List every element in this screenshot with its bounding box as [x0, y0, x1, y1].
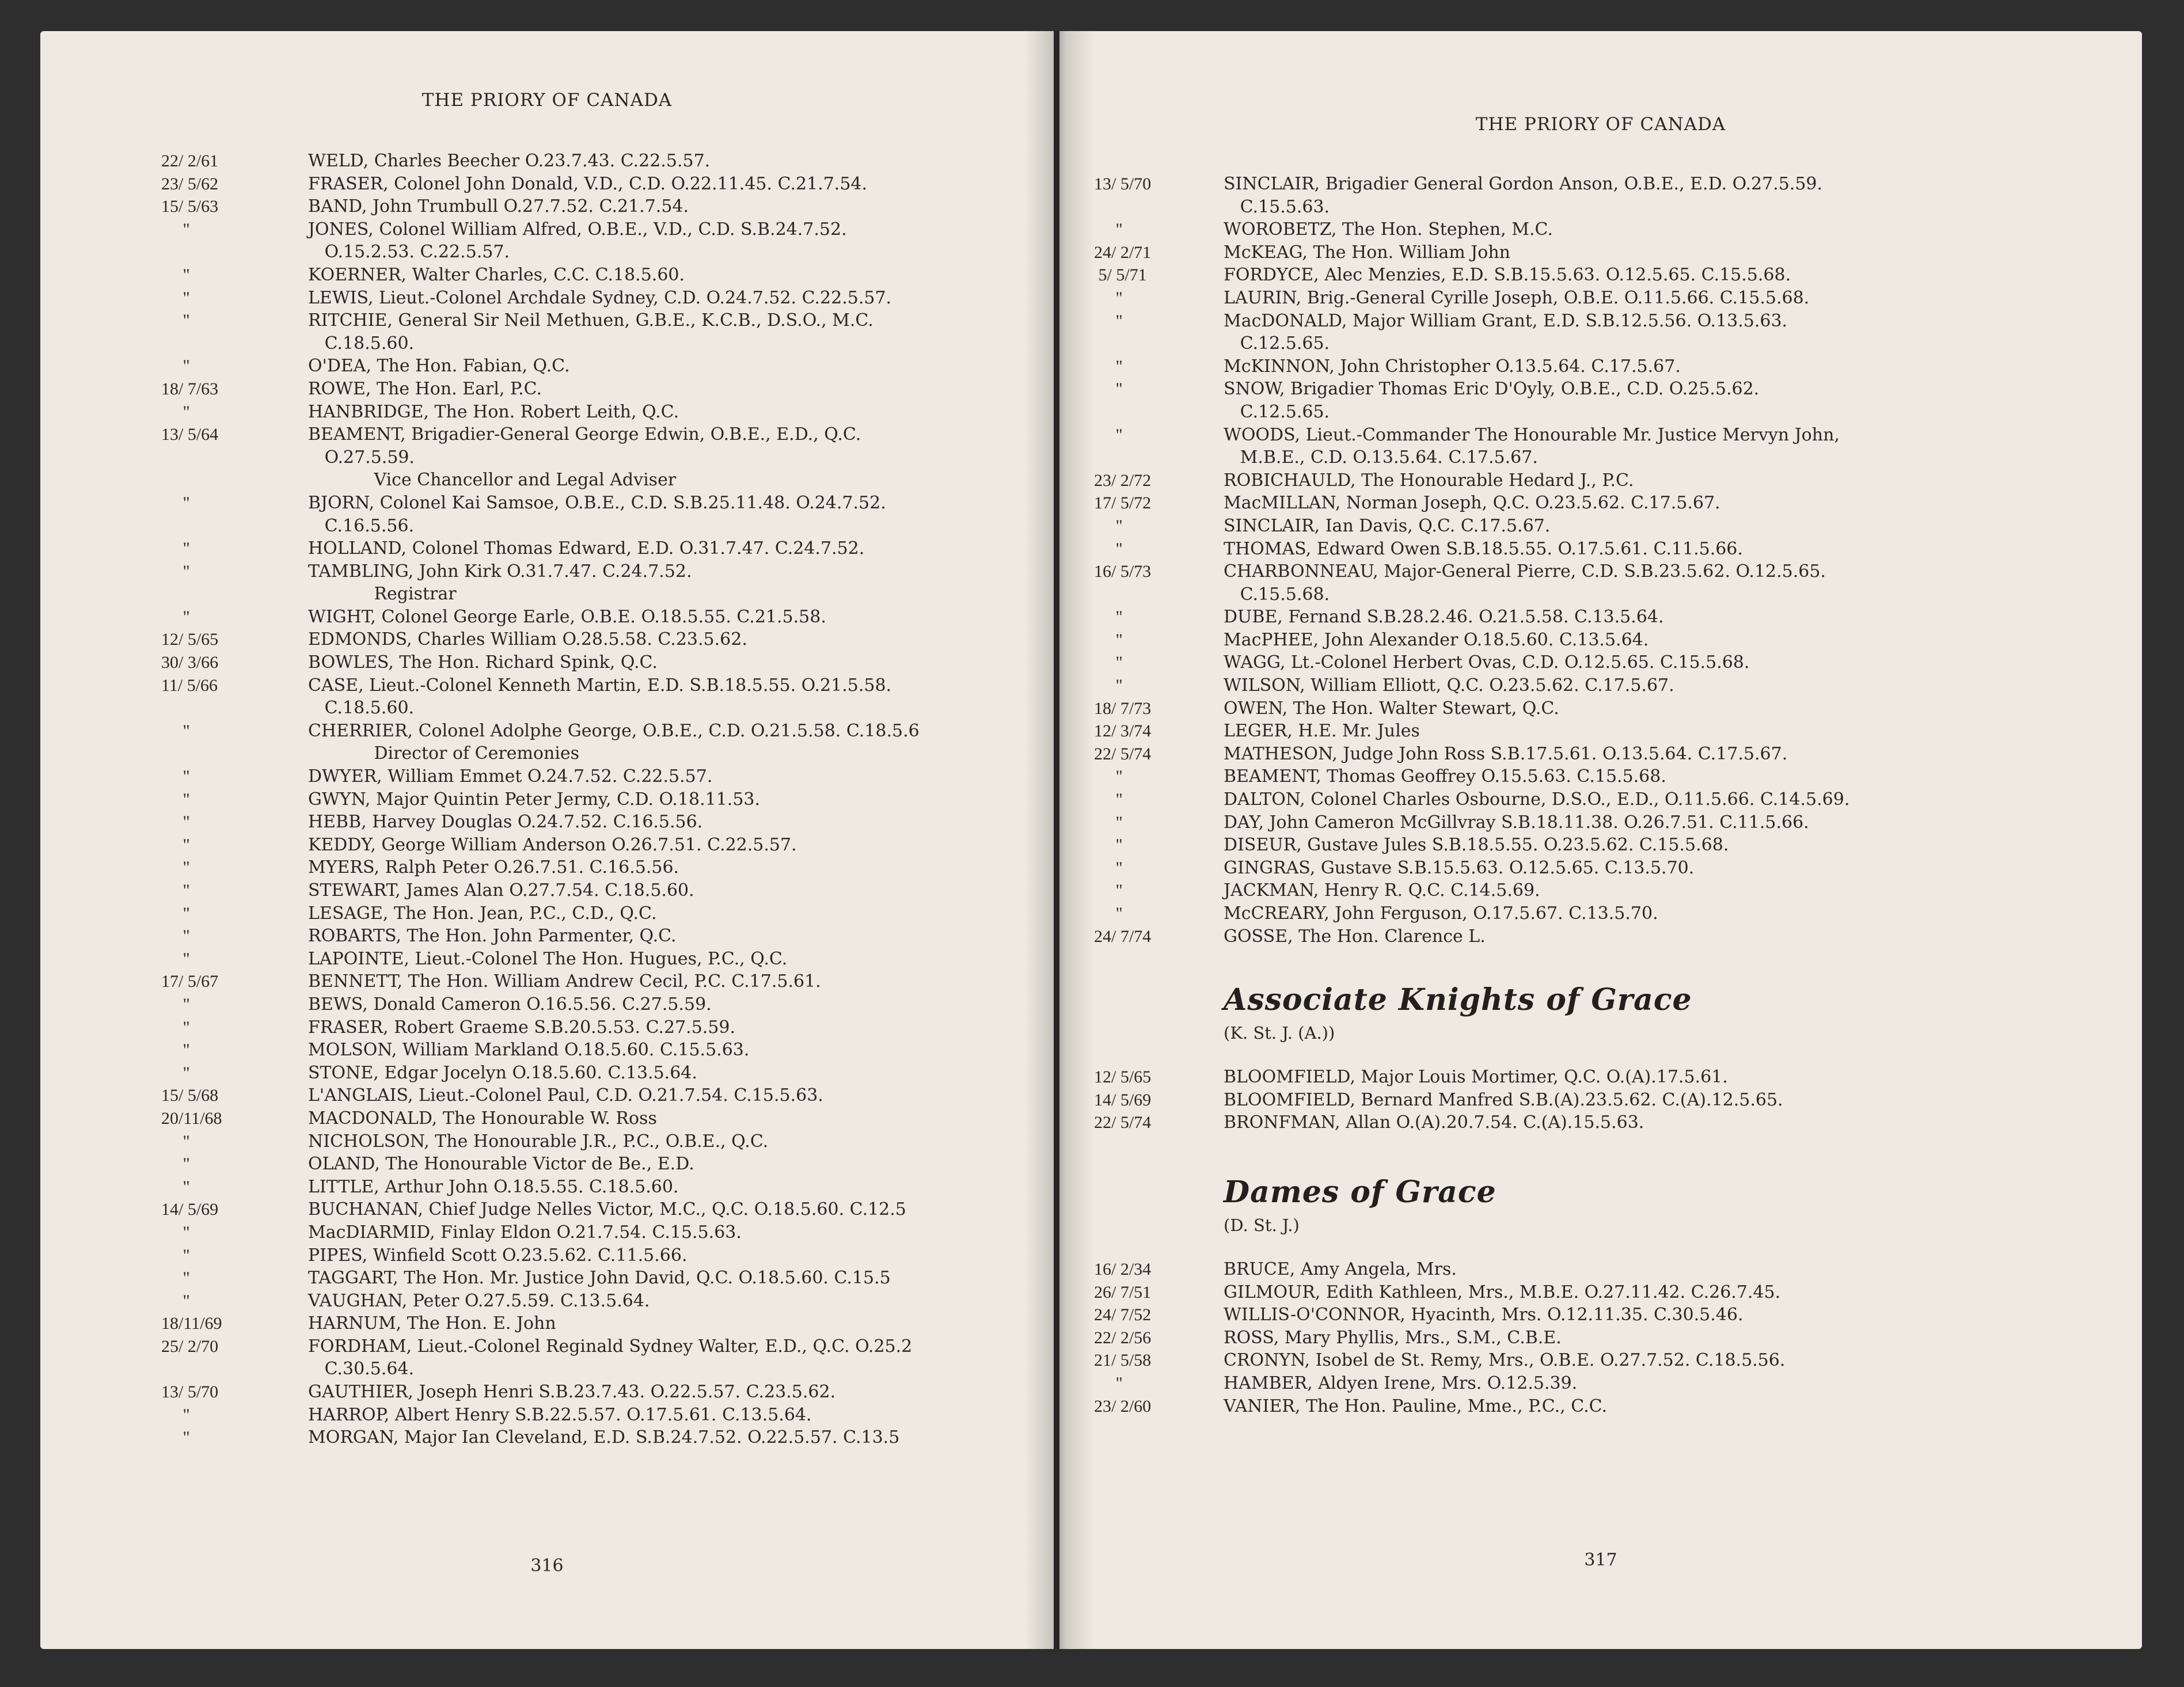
- investiture-date: 15/ 5/63: [161, 197, 219, 216]
- investiture-date: ": [161, 1177, 190, 1196]
- roll-entry: [1094, 629, 2130, 652]
- section-heading: Dames of Grace: [1224, 1174, 1496, 1210]
- investiture-date: ": [161, 994, 190, 1014]
- investiture-date: ": [161, 1405, 190, 1424]
- member-record: MYERS, Ralph Peter O.26.7.51. C.16.5.56.: [308, 857, 679, 878]
- investiture-date: ": [161, 721, 190, 740]
- roll-entry: [161, 1153, 1048, 1176]
- roll-entry: [161, 811, 1048, 834]
- roll-entry: [1094, 834, 2130, 857]
- member-record: MacDONALD, Major William Grant, E.D. S.B.12.5.56. O.13.5.63. C.12.5.65.: [1224, 310, 1788, 354]
- roll-entry: [161, 150, 1048, 173]
- investiture-date: ": [1094, 288, 1123, 307]
- roll-entry: [1094, 1304, 2130, 1327]
- roll-entry: [161, 925, 1048, 948]
- member-record: MACDONALD, The Honourable W. Ross: [308, 1108, 657, 1129]
- roll-entry: [161, 970, 1048, 993]
- member-record: BJORN, Colonel Kai Samsoe, O.B.E., C.D. S.B.25.11.48. O.24.7.52. C.16.5.56.: [308, 492, 886, 536]
- investiture-date: 25/ 2/70: [161, 1336, 219, 1356]
- member-record: MacDIARMID, Finlay Eldon O.21.7.54. C.15.5.63.: [308, 1222, 742, 1243]
- roll-entry: [1094, 173, 2130, 218]
- officer-entries: [1094, 173, 2130, 948]
- investiture-date: 17/ 5/67: [161, 972, 219, 991]
- investiture-date: 30/ 3/66: [161, 653, 219, 672]
- member-record: FRASER, Robert Graeme S.B.20.5.53. C.27.5.59.: [308, 1017, 736, 1038]
- roll-entry: [1094, 1258, 2130, 1281]
- member-record: WAGG, Lt.-Colonel Herbert Ovas, C.D. O.12.5.65. C.15.5.68.: [1224, 652, 1750, 673]
- member-record: THOMAS, Edward Owen S.B.18.5.55. O.17.5.61. C.11.5.66.: [1224, 538, 1743, 559]
- member-record: JONES, Colonel William Alfred, O.B.E., V.D., C.D. S.B.24.7.52. O.15.2.53. C.22.5.57.: [308, 219, 847, 263]
- member-record: SINCLAIR, Brigadier General Gordon Anson, O.B.E., E.D. O.27.5.59. C.15.5.63.: [1224, 174, 1823, 217]
- investiture-date: 16/ 2/34: [1094, 1259, 1152, 1279]
- investiture-date: ": [161, 835, 190, 854]
- member-record: PIPES, Winfield Scott O.23.5.62. C.11.5.66.: [308, 1245, 688, 1266]
- roll-entry: [161, 492, 1048, 537]
- roll-entries: [161, 150, 1048, 1449]
- left-page: [40, 31, 1054, 1649]
- investiture-date: ": [1094, 858, 1123, 877]
- roll-entry: [1094, 720, 2130, 743]
- investiture-date: ": [161, 493, 190, 512]
- investiture-date: ": [161, 812, 190, 832]
- section-heading: Associate Knights of Grace: [1224, 982, 1692, 1018]
- roll-entry: [1094, 310, 2130, 355]
- member-record: McKEAG, The Hon. William John: [1224, 242, 1510, 263]
- roll-entry: [1094, 788, 2130, 811]
- member-record: KEDDY, George William Anderson O.26.7.51. C.22.5.57.: [308, 834, 797, 855]
- member-record: BEAMENT, Thomas Geoffrey O.15.5.63. C.15.5.68.: [1224, 766, 1666, 787]
- roll-entry: [1094, 1066, 2130, 1089]
- investiture-date: 13/ 5/70: [161, 1382, 219, 1402]
- roll-entry: [161, 1335, 1048, 1381]
- member-record: McCREARY, John Ferguson, O.17.5.67. C.13.5.70.: [1224, 903, 1658, 924]
- roll-entry: [1094, 378, 2130, 423]
- investiture-date: ": [161, 219, 190, 239]
- roll-entry: [161, 1016, 1048, 1039]
- member-record: DWYER, William Emmet O.24.7.52. C.22.5.57.: [308, 766, 713, 787]
- investiture-date: 18/ 7/73: [1094, 698, 1152, 718]
- investiture-date: 22/ 2/61: [161, 151, 219, 170]
- roll-entry: [1094, 697, 2130, 720]
- investiture-date: 24/ 2/71: [1094, 242, 1152, 262]
- roll-entry: [161, 1107, 1048, 1130]
- section-subheading: (K. St. J. (A.)): [1224, 1023, 1335, 1043]
- investiture-date: 22/ 5/74: [1094, 1113, 1152, 1133]
- investiture-date: 14/ 5/69: [161, 1200, 219, 1219]
- roll-entry: [1094, 469, 2130, 492]
- member-record: TAGGART, The Hon. Mr. Justice John David, Q.C. O.18.5.60. C.15.5: [308, 1268, 891, 1289]
- member-record: OWEN, The Hon. Walter Stewart, Q.C.: [1224, 698, 1559, 719]
- roll-entry: [161, 1221, 1048, 1244]
- investiture-date: 22/ 2/56: [1094, 1328, 1152, 1347]
- roll-entry: [161, 993, 1048, 1016]
- roll-entry: [161, 674, 1048, 720]
- investiture-date: ": [161, 1291, 190, 1310]
- roll-entry: [1094, 902, 2130, 925]
- member-record: DAY, John Cameron McGillvray S.B.18.11.38. O.26.7.51. C.11.5.66.: [1224, 812, 1809, 833]
- member-record: MATHESON, Judge John Ross S.B.17.5.61. O.13.5.64. C.17.5.67.: [1224, 743, 1788, 764]
- associate-knights-list: [1094, 1066, 2130, 1134]
- roll-entry: [1094, 424, 2130, 469]
- investiture-date: ": [1094, 607, 1123, 627]
- roll-entry: [161, 1426, 1048, 1449]
- member-record: CHERRIER, Colonel Adolphe George, O.B.E., C.D. O.21.5.58. C.18.5.6 Director of Ceremonies: [308, 720, 920, 764]
- roll-entry: [1094, 811, 2130, 834]
- roll-entry: [161, 560, 1048, 606]
- member-record: MORGAN, Major Ian Cleveland, E.D. S.B.24.7.52. O.22.5.57. C.13.5: [308, 1427, 900, 1448]
- roll-entry: [1094, 241, 2130, 264]
- roll-entry: [161, 1062, 1048, 1085]
- roll-entry: [161, 1404, 1048, 1427]
- investiture-date: ": [161, 858, 190, 877]
- investiture-date: ": [161, 1063, 190, 1082]
- member-record: BEWS, Donald Cameron O.16.5.56. C.27.5.59.: [308, 994, 712, 1015]
- roll-entry: [161, 401, 1048, 424]
- member-record: HARROP, Albert Henry S.B.22.5.57. O.17.5.61. C.13.5.64.: [308, 1404, 812, 1425]
- member-record: LESAGE, The Hon. Jean, P.C., C.D., Q.C.: [308, 903, 657, 924]
- member-record: MacPHEE, John Alexander O.18.5.60. C.13.5.64.: [1224, 629, 1649, 650]
- investiture-date: 12/ 5/65: [161, 630, 219, 649]
- investiture-date: 26/ 7/51: [1094, 1282, 1152, 1302]
- roll-entry: [161, 1244, 1048, 1267]
- member-record: BAND, John Trumbull O.27.7.52. C.21.7.54.: [308, 196, 689, 217]
- member-record: GINGRAS, Gustave S.B.15.5.63. O.12.5.65. C.13.5.70.: [1224, 857, 1695, 878]
- investiture-date: 5/ 5/71: [1094, 265, 1147, 285]
- roll-entry: [1094, 606, 2130, 629]
- dames-list: [1094, 1258, 2130, 1418]
- investiture-date: ": [161, 903, 190, 923]
- investiture-date: 16/ 5/73: [1094, 562, 1152, 582]
- member-record: HANBRIDGE, The Hon. Robert Leith, Q.C.: [308, 401, 679, 422]
- member-record: ROSS, Mary Phyllis, Mrs., S.M., C.B.E.: [1224, 1327, 1562, 1348]
- member-record: WILSON, William Elliott, Q.C. O.23.5.62. C.17.5.67.: [1224, 675, 1674, 696]
- member-record: CRONYN, Isobel de St. Remy, Mrs., O.B.E. O.27.7.52. C.18.5.56.: [1224, 1350, 1786, 1371]
- member-record: KOERNER, Walter Charles, C.C. C.18.5.60.: [308, 264, 685, 285]
- associate-knights-section: [1094, 982, 2130, 1134]
- investiture-date: ": [161, 561, 190, 581]
- roll-entry: [161, 651, 1048, 674]
- member-record: MacMILLAN, Norman Joseph, Q.C. O.23.5.62. C.17.5.67.: [1224, 493, 1720, 514]
- member-record: TAMBLING, John Kirk O.31.7.47. C.24.7.52. Registrar: [308, 561, 692, 605]
- investiture-date: 24/ 7/74: [1094, 926, 1152, 946]
- roll-entry: [1094, 515, 2130, 538]
- investiture-date: ": [1094, 653, 1123, 672]
- member-record: DUBE, Fernand S.B.28.2.46. O.21.5.58. C.13.5.64.: [1224, 607, 1664, 628]
- dames-section: [1094, 1175, 2130, 1418]
- roll-entry: [161, 1039, 1048, 1062]
- roll-entry: [161, 1381, 1048, 1404]
- investiture-date: ": [1094, 516, 1123, 535]
- roll-entry: [1094, 1281, 2130, 1304]
- investiture-date: 20/11/68: [161, 1108, 222, 1128]
- roll-entry: [161, 1130, 1048, 1153]
- investiture-date: ": [161, 789, 190, 809]
- member-record: L'ANGLAIS, Lieut.-Colonel Paul, C.D. O.21.7.54. C.15.5.63.: [308, 1085, 823, 1106]
- investiture-date: 24/ 7/52: [1094, 1305, 1152, 1325]
- roll-entry: [1094, 765, 2130, 788]
- member-record: HOLLAND, Colonel Thomas Edward, E.D. O.31.7.47. C.24.7.52.: [308, 538, 865, 559]
- page-number: 317: [1584, 1550, 1617, 1570]
- roll-entry: [161, 720, 1048, 765]
- member-record: WOROBETZ, The Hon. Stephen, M.C.: [1224, 219, 1553, 240]
- running-head: THE PRIORY OF CANADA: [421, 90, 673, 111]
- investiture-date: ": [1094, 812, 1123, 832]
- member-record: RITCHIE, General Sir Neil Methuen, G.B.E., K.C.B., D.S.O., M.C. C.18.5.60.: [308, 310, 873, 354]
- member-record: BRUCE, Amy Angela, Mrs.: [1224, 1259, 1457, 1279]
- member-record: McKINNON, John Christopher O.13.5.64. C.17.5.67.: [1224, 356, 1681, 377]
- member-record: SNOW, Brigadier Thomas Eric D'Oyly, O.B.E., C.D. O.25.5.62. C.12.5.65.: [1224, 379, 1760, 422]
- member-record: BUCHANAN, Chief Judge Nelles Victor, M.C., Q.C. O.18.5.60. C.12.5: [308, 1199, 906, 1220]
- member-record: O'DEA, The Hon. Fabian, Q.C.: [308, 356, 570, 377]
- member-record: BEAMENT, Brigadier-General George Edwin, O.B.E., E.D., Q.C. O.27.5.59. Vice Chancellor and Legal Adviser: [308, 424, 861, 491]
- investiture-date: 23/ 2/60: [1094, 1396, 1152, 1416]
- member-record: DALTON, Colonel Charles Osbourne, D.S.O., E.D., O.11.5.66. C.14.5.69.: [1224, 789, 1850, 810]
- roll-entry: [161, 948, 1048, 971]
- investiture-date: ": [161, 1131, 190, 1151]
- investiture-date: ": [161, 356, 190, 376]
- member-record: GILMOUR, Edith Kathleen, Mrs., M.B.E. O.27.11.42. C.26.7.45.: [1224, 1282, 1781, 1302]
- investiture-date: 23/ 5/62: [161, 174, 219, 193]
- roll-entry: [1094, 218, 2130, 241]
- investiture-date: 23/ 2/72: [1094, 470, 1152, 490]
- member-record: WILLIS-O'CONNOR, Hyacinth, Mrs. O.12.11.35. C.30.5.46.: [1224, 1305, 1744, 1325]
- investiture-date: ": [1094, 881, 1123, 901]
- roll-entry: [1094, 1089, 2130, 1112]
- roll-entry: [1094, 925, 2130, 948]
- investiture-date: 13/ 5/70: [1094, 174, 1152, 193]
- member-record: GWYN, Major Quintin Peter Jermy, C.D. O.18.11.53.: [308, 789, 761, 810]
- roll-entry: [1094, 1349, 2130, 1372]
- roll-entry: [161, 537, 1048, 560]
- member-record: GOSSE, The Hon. Clarence L.: [1224, 926, 1486, 947]
- member-record: VAUGHAN, Peter O.27.5.59. C.13.5.64.: [308, 1290, 650, 1311]
- investiture-date: ": [1094, 767, 1123, 786]
- roll-entry: [1094, 1395, 2130, 1418]
- member-record: LAPOINTE, Lieut.-Colonel The Hon. Hugues, P.C., Q.C.: [308, 948, 788, 969]
- roll-entry: [161, 856, 1048, 879]
- investiture-date: ": [1094, 539, 1123, 558]
- member-record: VANIER, The Hon. Pauline, Mme., P.C., C.C.: [1224, 1396, 1608, 1416]
- roll-entry: [161, 879, 1048, 902]
- page-number: 316: [530, 1556, 564, 1576]
- roll-entry: [161, 173, 1048, 196]
- roll-entry: [1094, 651, 2130, 674]
- roll-entry: [1094, 1372, 2130, 1395]
- investiture-date: ": [1094, 1373, 1123, 1393]
- member-record: ROWE, The Hon. Earl, P.C.: [308, 378, 542, 399]
- member-record: WOODS, Lieut.-Commander The Honourable Mr. Justice Mervyn John, M.B.E., C.D. O.13.5.64. C.17.5.67.: [1224, 424, 1840, 468]
- member-record: LEGER, H.E. Mr. Jules: [1224, 721, 1420, 742]
- member-record: ROBICHAULD, The Honourable Hedard J., P.C.: [1224, 470, 1634, 491]
- roll-entry: [1094, 264, 2130, 287]
- roll-entry: [161, 765, 1048, 788]
- investiture-date: ": [161, 311, 190, 330]
- roll-entry: [1094, 287, 2130, 310]
- investiture-date: ": [161, 1268, 190, 1288]
- roll-entry: [161, 606, 1048, 629]
- roll-entry: [1094, 355, 2130, 378]
- investiture-date: 22/ 5/74: [1094, 744, 1152, 763]
- investiture-date: ": [1094, 379, 1123, 399]
- roll-entry: [161, 1176, 1048, 1199]
- member-record: JACKMAN, Henry R. Q.C. C.14.5.69.: [1224, 880, 1540, 901]
- investiture-date: 12/ 5/65: [1094, 1067, 1152, 1087]
- roll-entry: [1094, 674, 2130, 697]
- roll-entry: [161, 1290, 1048, 1313]
- roll-entry: [161, 287, 1048, 310]
- roll-entry: [1094, 857, 2130, 880]
- roll-entry: [161, 1084, 1048, 1107]
- member-record: STEWART, James Alan O.27.7.54. C.18.5.60.: [308, 880, 694, 901]
- investiture-date: ": [1094, 790, 1123, 810]
- member-record: SINCLAIR, Ian Davis, Q.C. C.17.5.67.: [1224, 515, 1551, 536]
- member-record: FRASER, Colonel John Donald, V.D., C.D. O.22.11.45. C.21.7.54.: [308, 173, 868, 194]
- member-record: NICHOLSON, The Honourable J.R., P.C., O.B.E., Q.C.: [308, 1131, 769, 1152]
- investiture-date: ": [1094, 630, 1123, 649]
- roll-entry: [161, 1312, 1048, 1335]
- section-subheading: (D. St. J.): [1224, 1215, 1300, 1235]
- investiture-date: ": [161, 881, 190, 900]
- member-record: WIGHT, Colonel George Earle, O.B.E. O.18.5.55. C.21.5.58.: [308, 606, 826, 627]
- investiture-date: ": [1094, 835, 1123, 855]
- running-head: THE PRIORY OF CANADA: [1475, 114, 1726, 135]
- investiture-date: ": [1094, 356, 1123, 376]
- roll-entry: [161, 309, 1048, 355]
- roll-entry: [1094, 538, 2130, 561]
- roll-entry: [1094, 743, 2130, 766]
- investiture-date: 14/ 5/69: [1094, 1090, 1152, 1110]
- member-record: WELD, Charles Beecher O.23.7.43. C.22.5.57.: [308, 151, 711, 171]
- member-record: DISEUR, Gustave Jules S.B.18.5.55. O.23.5.62. C.15.5.68.: [1224, 835, 1729, 856]
- investiture-date: ": [161, 402, 190, 421]
- investiture-date: ": [161, 1428, 190, 1447]
- investiture-date: ": [161, 1222, 190, 1242]
- member-record: LEWIS, Lieut.-Colonel Archdale Sydney, C.D. O.24.7.52. C.22.5.57.: [308, 287, 892, 308]
- roll-entry: [161, 264, 1048, 287]
- investiture-date: 11/ 5/66: [161, 675, 218, 695]
- roll-entry: [161, 355, 1048, 378]
- member-record: FORDHAM, Lieut.-Colonel Reginald Sydney Walter, E.D., Q.C. O.25.2 C.30.5.64.: [308, 1336, 913, 1380]
- member-record: BLOOMFIELD, Bernard Manfred S.B.(A).23.5.62. C.(A).12.5.65.: [1224, 1089, 1783, 1110]
- investiture-date: 15/ 5/68: [161, 1086, 219, 1105]
- investiture-date: ": [1094, 904, 1123, 923]
- roll-entry: [161, 423, 1048, 492]
- roll-entry: [161, 902, 1048, 925]
- roll-entry: [1094, 560, 2130, 606]
- roll-entry: [161, 1198, 1048, 1221]
- roll-entry: [161, 218, 1048, 264]
- investiture-date: ": [1094, 425, 1123, 444]
- investiture-date: ": [161, 1017, 190, 1037]
- roll-entry: [1094, 1327, 2130, 1350]
- member-record: LITTLE, Arthur John O.18.5.55. C.18.5.60.: [308, 1176, 679, 1197]
- investiture-date: 21/ 5/58: [1094, 1351, 1152, 1370]
- investiture-date: ": [161, 265, 190, 284]
- roll-entry: [1094, 492, 2130, 515]
- member-record: MOLSON, William Markland O.18.5.60. C.15.5.63.: [308, 1040, 750, 1061]
- roll-entry: [161, 378, 1048, 401]
- investiture-date: ": [161, 926, 190, 946]
- investiture-date: 12/ 3/74: [1094, 721, 1152, 741]
- investiture-date: ": [1094, 676, 1123, 696]
- investiture-date: ": [1094, 220, 1123, 240]
- roll-entry: [161, 788, 1048, 811]
- member-record: HEBB, Harvey Douglas O.24.7.52. C.16.5.56.: [308, 812, 703, 833]
- roll-entry: [1094, 1111, 2130, 1134]
- right-page: [1059, 31, 2142, 1649]
- investiture-date: 13/ 5/64: [161, 425, 219, 444]
- roll-entry: [161, 195, 1048, 218]
- roll-entries: [1094, 173, 2130, 1418]
- roll-entry: [161, 1267, 1048, 1290]
- investiture-date: 18/11/69: [161, 1314, 222, 1333]
- investiture-date: ": [161, 288, 190, 307]
- investiture-date: ": [1094, 311, 1123, 330]
- member-record: BOWLES, The Hon. Richard Spink, Q.C.: [308, 652, 658, 673]
- member-record: BENNETT, The Hon. William Andrew Cecil, P.C. C.17.5.61.: [308, 971, 821, 992]
- member-record: CASE, Lieut.-Colonel Kenneth Martin, E.D. S.B.18.5.55. O.21.5.58. C.18.5.60.: [308, 675, 892, 719]
- member-record: HAMBER, Aldyen Irene, Mrs. O.12.5.39.: [1224, 1373, 1578, 1393]
- member-record: STONE, Edgar Jocelyn O.18.5.60. C.13.5.64.: [308, 1062, 697, 1083]
- member-record: GAUTHIER, Joseph Henri S.B.23.7.43. O.22.5.57. C.23.5.62.: [308, 1382, 836, 1403]
- member-record: BLOOMFIELD, Major Louis Mortimer, Q.C. O.(A).17.5.61.: [1224, 1067, 1728, 1088]
- member-record: HARNUM, The Hon. E. John: [308, 1313, 556, 1334]
- roll-entry: [161, 628, 1048, 651]
- roll-entry: [161, 834, 1048, 857]
- roll-entry: [1094, 879, 2130, 902]
- member-record: ROBARTS, The Hon. John Parmenter, Q.C.: [308, 926, 677, 947]
- investiture-date: 18/ 7/63: [161, 379, 219, 398]
- member-record: BRONFMAN, Allan O.(A).20.7.54. C.(A).15.5.63.: [1224, 1112, 1644, 1133]
- member-record: OLAND, The Honourable Victor de Be., E.D.: [308, 1154, 694, 1175]
- investiture-date: 17/ 5/72: [1094, 493, 1152, 513]
- member-record: CHARBONNEAU, Major-General Pierre, C.D. S.B.23.5.62. O.12.5.65. C.15.5.68.: [1224, 561, 1826, 605]
- investiture-date: ": [161, 539, 190, 558]
- investiture-date: ": [161, 607, 190, 626]
- member-record: EDMONDS, Charles William O.28.5.58. C.23.5.62.: [308, 629, 747, 650]
- member-record: FORDYCE, Alec Menzies, E.D. S.B.15.5.63. O.12.5.65. C.15.5.68.: [1224, 265, 1791, 286]
- member-record: LAURIN, Brig.-General Cyrille Joseph, O.B.E. O.11.5.66. C.15.5.68.: [1224, 287, 1810, 308]
- investiture-date: ": [161, 1245, 190, 1265]
- investiture-date: ": [161, 1040, 190, 1060]
- investiture-date: ": [161, 1154, 190, 1174]
- investiture-date: ": [161, 767, 190, 786]
- investiture-date: ": [161, 949, 190, 968]
